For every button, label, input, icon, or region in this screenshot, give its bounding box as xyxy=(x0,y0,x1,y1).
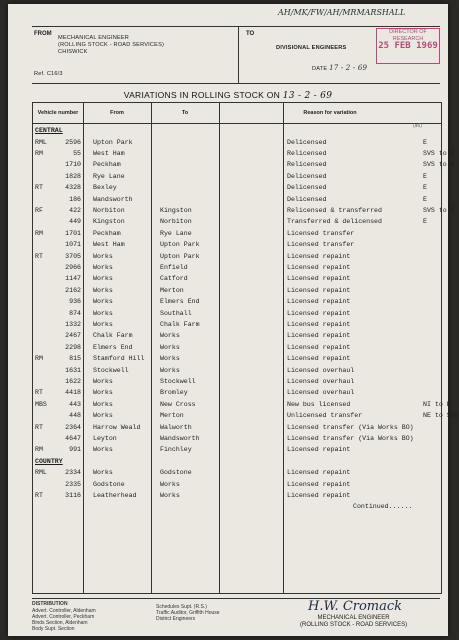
reason-cell: Unlicensed transfer xyxy=(287,412,363,420)
column-header-from: From xyxy=(83,103,151,124)
table-row xyxy=(33,205,455,216)
to-cell: Works xyxy=(160,491,180,499)
vehicle-number: 1631 xyxy=(65,366,81,374)
reason-cell: Licensed transfer (Via Works BO) xyxy=(287,423,414,431)
vehicle-prefix: RM xyxy=(35,446,43,454)
vehicle-number: 422 xyxy=(69,206,81,214)
reason-code: E xyxy=(423,218,427,226)
distribution-item: Advert. Controller, Peckham xyxy=(32,614,95,620)
table-row xyxy=(33,365,441,376)
from-cell: West Ham xyxy=(93,241,125,249)
to-line: DIVISIONAL ENGINEERS xyxy=(276,45,347,51)
reason-cell: Licensed repaint xyxy=(287,355,351,363)
vehicle-number: 4647 xyxy=(65,434,81,442)
to-cell: Stockwell xyxy=(160,377,196,385)
to-cell: Kingston xyxy=(160,206,192,214)
section-heading-country: COUNTRY xyxy=(35,457,63,465)
reason-code: E xyxy=(423,138,427,146)
to-cell: Merton xyxy=(160,286,184,294)
column-header-vehicle: Vehicle number xyxy=(33,103,83,124)
continued-note: Continued...... xyxy=(353,503,413,511)
table-row xyxy=(33,194,441,205)
vehicle-number: 1071 xyxy=(65,241,81,249)
table-row xyxy=(33,376,441,387)
title-date: 13 - 2 - 69 xyxy=(282,91,333,101)
signature: H.W. Cromack xyxy=(308,599,403,614)
to-cell: Works xyxy=(160,366,180,374)
vehicle-number: 55 xyxy=(73,149,81,157)
reason-code: E xyxy=(423,195,427,203)
from-cell: Stamford Hill xyxy=(93,355,145,363)
distribution-title: DISTRIBUTION xyxy=(32,601,68,607)
table-row xyxy=(33,228,441,239)
variations-table xyxy=(32,102,459,594)
vehicle-prefix: RML xyxy=(35,469,47,477)
vehicle-number: 1828 xyxy=(65,172,81,180)
table-row xyxy=(33,285,441,296)
table-row xyxy=(33,137,441,148)
from-cell: Works xyxy=(93,286,113,294)
distribution-middle xyxy=(156,604,220,622)
from-cell: Rye Lane xyxy=(93,172,125,180)
date-row xyxy=(312,65,367,73)
vehicle-number: 2298 xyxy=(65,343,81,351)
distribution-item: Traffic Auditor, Griffith House xyxy=(156,610,220,616)
vehicle-prefix: MBS xyxy=(35,400,47,408)
table-row xyxy=(33,353,441,364)
vehicle-number: 1622 xyxy=(65,377,81,385)
vehicle-number: 4418 xyxy=(65,389,81,397)
reason-code: NE to SVS xyxy=(423,412,459,420)
reason-code: SVS to E xyxy=(423,149,455,157)
from-block xyxy=(58,35,164,56)
from-cell: Bexley xyxy=(93,184,117,192)
to-cell: Works xyxy=(160,355,180,363)
to-cell: Rye Lane xyxy=(160,229,192,237)
table-row xyxy=(33,216,441,227)
table-row xyxy=(33,399,451,410)
vehicle-number: 443 xyxy=(69,400,81,408)
reason-cell: Delicensed xyxy=(287,138,327,146)
reason-cell: Licensed repaint xyxy=(287,286,351,294)
from-cell: West Ham xyxy=(93,149,125,157)
from-cell: Harrow Weald xyxy=(93,423,141,431)
from-cell: Works xyxy=(93,263,113,271)
page-title xyxy=(8,90,448,101)
to-cell: Norbiton xyxy=(160,218,192,226)
to-cell: Southall xyxy=(160,309,192,317)
from-cell: Godstone xyxy=(93,480,125,488)
vehicle-number: 874 xyxy=(69,309,81,317)
reason-cell: Licensed repaint xyxy=(287,263,351,271)
from-cell: Leyton xyxy=(93,434,117,442)
to-label: TO xyxy=(246,31,255,37)
table-row xyxy=(33,490,441,501)
from-cell: Upton Park xyxy=(93,138,133,146)
reason-cell: Delicensed xyxy=(287,195,327,203)
reason-cell: Licensed repaint xyxy=(287,332,351,340)
reason-code: NI to E xyxy=(423,400,451,408)
distribution-item: Binds Section, Aldenham xyxy=(32,620,88,626)
column-header-reason: Reason for variation xyxy=(219,103,441,124)
reason-cell: Licensed transfer xyxy=(287,241,355,249)
from-cell: Works xyxy=(93,412,113,420)
from-cell: Works xyxy=(93,400,113,408)
to-cell: Godstone xyxy=(160,469,192,477)
to-cell: Upton Park xyxy=(160,252,200,260)
from-cell: Works xyxy=(93,377,113,385)
to-cell: Works xyxy=(160,480,180,488)
reason-cell: Licensed repaint xyxy=(287,480,351,488)
reason-cell: Licensed repaint xyxy=(287,469,351,477)
to-cell: Catford xyxy=(160,275,188,283)
reason-code: E xyxy=(423,172,427,180)
vehicle-number: 3116 xyxy=(65,491,81,499)
reason-code: SVS to E xyxy=(423,206,455,214)
vehicle-number: 1147 xyxy=(65,275,81,283)
table-row xyxy=(33,296,441,307)
reason-cell: Relicensed xyxy=(287,149,327,157)
to-cell: Wandsworth xyxy=(160,434,200,442)
to-cell: Walworth xyxy=(160,423,192,431)
to-cell: Elmers End xyxy=(160,298,200,306)
received-stamp xyxy=(376,28,440,64)
distribution-left xyxy=(32,608,96,632)
from-cell: Works xyxy=(93,446,113,454)
vehicle-prefix: RT xyxy=(35,252,43,260)
vehicle-number: 2334 xyxy=(65,469,81,477)
reason-cell: Relicensed xyxy=(287,161,327,169)
from-cell: Works xyxy=(93,252,113,260)
vehicle-number: 2335 xyxy=(65,480,81,488)
vehicle-number: 1710 xyxy=(65,161,81,169)
vehicle-number: 449 xyxy=(69,218,81,226)
from-cell: Leatherhead xyxy=(93,491,137,499)
reason-cell: Licensed overhaul xyxy=(287,389,355,397)
table-row xyxy=(33,171,441,182)
distribution-item: District Engineers xyxy=(156,616,196,622)
distribution-item: Body Supt. Section xyxy=(32,626,75,632)
table-row xyxy=(33,444,441,455)
reference: Ref. C16/3 xyxy=(34,71,63,77)
from-cell: Works xyxy=(93,298,113,306)
vehicle-number: 3705 xyxy=(65,252,81,260)
vehicle-number: 2364 xyxy=(65,423,81,431)
from-line: CHISWICK xyxy=(58,49,88,55)
from-label: FROM xyxy=(34,31,52,37)
table-row xyxy=(33,273,441,284)
reason-cell: Licensed repaint xyxy=(287,491,351,499)
table-row xyxy=(33,319,441,330)
stamp-date: 25 FEB 1969 xyxy=(378,41,438,51)
vehicle-number: 448 xyxy=(69,412,81,420)
vehicle-prefix: RT xyxy=(35,389,43,397)
reason-cell: Licensed repaint xyxy=(287,298,351,306)
from-cell: Works xyxy=(93,469,113,477)
from-cell: Works xyxy=(93,309,113,317)
reason-cell: Licensed repaint xyxy=(287,309,351,317)
table-row xyxy=(33,422,441,433)
reason-cell: Licensed repaint xyxy=(287,320,351,328)
table-row xyxy=(33,387,441,398)
stamp-line: RESEARCH xyxy=(392,36,424,42)
vehicle-number: 815 xyxy=(69,355,81,363)
to-cell: Upton Park xyxy=(160,241,200,249)
table-row xyxy=(33,308,441,319)
to-cell: Works xyxy=(160,332,180,340)
distribution-item: Schedules Supt. (R.S.) xyxy=(156,604,207,610)
vehicle-number: 991 xyxy=(69,446,81,454)
to-cell: Works xyxy=(160,343,180,351)
vehicle-number: 1332 xyxy=(65,320,81,328)
stamp-line: DIRECTOR OF xyxy=(389,29,427,35)
vehicle-prefix: RM xyxy=(35,149,43,157)
from-cell: Works xyxy=(93,389,113,397)
date-label: DATE xyxy=(312,66,328,72)
table-row xyxy=(33,433,441,444)
title-text: VARIATIONS IN ROLLING STOCK ON xyxy=(123,90,281,100)
vehicle-prefix: RM xyxy=(35,229,43,237)
margin-note: (a6) xyxy=(413,123,422,129)
to-cell: Chalk Farm xyxy=(160,320,200,328)
table-row xyxy=(33,262,441,273)
reason-cell: Licensed repaint xyxy=(287,252,351,260)
vehicle-number: 936 xyxy=(69,298,81,306)
date-value: 17 - 2 - 69 xyxy=(329,64,368,72)
table-row xyxy=(33,467,441,478)
table-row xyxy=(33,330,441,341)
from-line: MECHANICAL ENGINEER xyxy=(58,35,130,41)
from-cell: Works xyxy=(93,320,113,328)
distribution-item: Advert. Controller, Aldenham xyxy=(32,608,96,614)
document-sheet xyxy=(8,4,459,636)
vehicle-prefix: RM xyxy=(35,355,43,363)
from-cell: Kingston xyxy=(93,218,125,226)
from-cell: Wandsworth xyxy=(93,195,133,203)
section-heading-central: CENTRAL xyxy=(35,127,63,134)
reason-code: E xyxy=(423,184,427,192)
from-cell: Elmers End xyxy=(93,343,133,351)
from-cell: Norbiton xyxy=(93,206,125,214)
vehicle-prefix: RT xyxy=(35,491,43,499)
vehicle-prefix: RF xyxy=(35,206,43,214)
to-cell: Finchley xyxy=(160,446,192,454)
reason-cell: Licensed overhaul xyxy=(287,377,355,385)
to-cell: Enfield xyxy=(160,263,188,271)
table-row xyxy=(33,410,459,421)
reason-cell: Licensed transfer (Via Works BO) xyxy=(287,434,414,442)
vehicle-number: 2966 xyxy=(65,263,81,271)
table-row xyxy=(33,182,441,193)
from-cell: Peckham xyxy=(93,229,121,237)
to-cell: Merton xyxy=(160,412,184,420)
vehicle-number: 2467 xyxy=(65,332,81,340)
reason-cell: Licensed repaint xyxy=(287,275,351,283)
from-cell: Stockwell xyxy=(93,366,129,374)
reason-cell: Licensed repaint xyxy=(287,343,351,351)
from-cell: Peckham xyxy=(93,161,121,169)
vehicle-number: 2162 xyxy=(65,286,81,294)
handwritten-distribution-note: AH/MK/FW/AH/MRMARSHALL xyxy=(278,8,406,17)
reason-cell: Licensed transfer xyxy=(287,229,355,237)
reason-cell: Licensed overhaul xyxy=(287,366,355,374)
to-cell: New Cross xyxy=(160,400,196,408)
vehicle-number: 4328 xyxy=(65,184,81,192)
reason-cell: Delicensed xyxy=(287,172,327,180)
column-header-to: To xyxy=(151,103,219,124)
vehicle-prefix: RT xyxy=(35,184,43,192)
vehicle-number: 1701 xyxy=(65,229,81,237)
from-line: (ROLLING STOCK - ROAD SERVICES) xyxy=(58,42,165,48)
table-row xyxy=(33,251,441,262)
table-row xyxy=(33,148,455,159)
reason-cell: Licensed repaint xyxy=(287,446,351,454)
from-cell: Works xyxy=(93,275,113,283)
table-row xyxy=(33,239,441,250)
reason-cell: Delicensed xyxy=(287,184,327,192)
signature-title: MECHANICAL ENGINEER (ROLLING STOCK - ROAD SERVICES) xyxy=(300,615,408,628)
vehicle-number: 2596 xyxy=(65,138,81,146)
reason-code: SVS to E xyxy=(423,161,455,169)
vehicle-number: 186 xyxy=(69,195,81,203)
from-cell: Chalk Farm xyxy=(93,332,133,340)
table-row xyxy=(33,479,441,490)
table-row xyxy=(33,159,455,170)
reason-cell: New bus licensed xyxy=(287,400,351,408)
reason-cell: Transferred & delicensed xyxy=(287,218,382,226)
to-cell: Bromley xyxy=(160,389,188,397)
reason-cell: Relicensed & transferred xyxy=(287,206,382,214)
table-row xyxy=(33,342,441,353)
vehicle-prefix: RT xyxy=(35,423,43,431)
vehicle-prefix: RML xyxy=(35,138,47,146)
